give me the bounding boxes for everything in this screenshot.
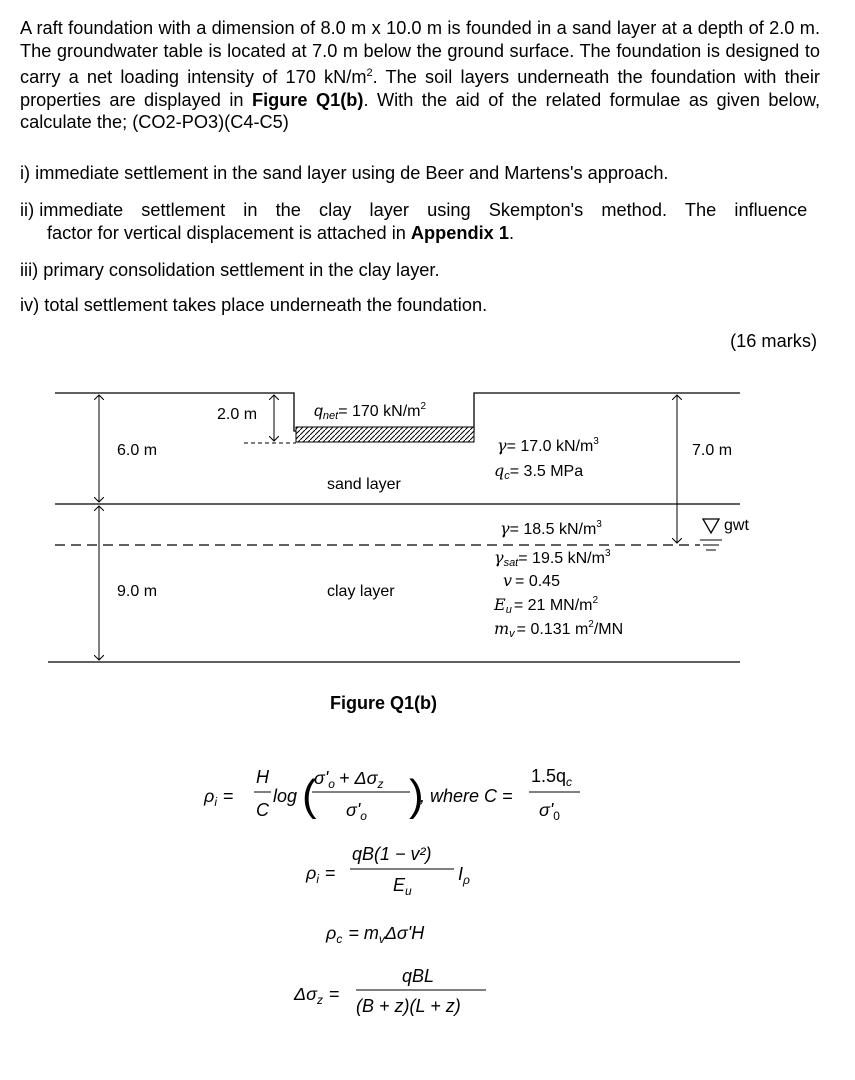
question-number: i) xyxy=(20,163,31,183)
sand-thickness-label: 6.0 m xyxy=(117,442,158,459)
formula-de-beer xyxy=(203,766,580,823)
intro-text-1: A raft foundation with a dimension of 8.0 m x 10.0 m is founded in a sand layer at a depth of 2.0 m. The groundwater table is located at 7.0 m below the ground surface. The foundation is designed to carry a net loading intensity of 170 kN/m xyxy=(20,18,820,88)
svg-text:Δσz=: $\Delta\sigma_z$ = xyxy=(294,984,340,1007)
svg-text:log: log xyxy=(273,786,298,806)
appendix-reference: Appendix 1 xyxy=(410,222,509,243)
svg-text:ρi=: $\rho_i$ = xyxy=(306,863,336,886)
question-text: immediate settlement in the clay layer using Skempton's method. The influence xyxy=(39,200,808,220)
formula-skempton xyxy=(305,844,470,898)
question-iv xyxy=(20,294,820,317)
svg-text:Iρ: $I_\rho$ xyxy=(458,864,470,887)
svg-text:σ'o: $\sigma'_o$ xyxy=(346,800,367,823)
gwt-depth-label: 7.0 m xyxy=(692,442,733,459)
svg-text:(B + z)(L + z): (B + z)(L + z) xyxy=(356,996,461,1016)
clay-unit-weight: γ= 18.5 $kN/m^3$ xyxy=(500,519,602,538)
intro-sup: 2 xyxy=(366,67,373,79)
svg-text:H: H xyxy=(256,767,269,787)
svg-text:(: ( xyxy=(302,771,317,820)
problem-statement xyxy=(20,17,820,134)
question-text-cont: factor for vertical displacement is attached in Appendix 1. xyxy=(47,222,515,243)
clay-saturated-unit-weight: γsat= 19.5 $kN/m^3$ xyxy=(494,548,611,569)
svg-text:σ'0: $\sigma'_0$ xyxy=(539,800,560,823)
soil-profile-figure xyxy=(0,370,855,1060)
intro-text-2: . The soil layers underneath the foundation with their properties are displayed in xyxy=(20,67,820,110)
marks-label: (16 marks) xyxy=(730,331,817,351)
formula-stress-increase xyxy=(293,966,486,1016)
svg-text:σ'o+ Δσz: $\sigma'_o + \Delta\sigma_z$ xyxy=(314,768,384,791)
svg-text:qBL: qBL xyxy=(402,966,435,986)
svg-text:ρi=: $\rho_i$ = xyxy=(204,786,234,809)
figure-caption: Figure Q1(b) xyxy=(330,693,437,713)
clay-undrained-modulus: Eu = 21 $MN/m^2$ xyxy=(494,595,599,616)
clay-layer-label: clay layer xyxy=(327,583,395,600)
sand-unit-weight: γ= 17.0 $kN/m^3$ xyxy=(497,436,599,455)
question-number: ii) xyxy=(20,200,35,220)
clay-poisson-ratio: v = 0.45 xyxy=(503,571,560,590)
svg-text:, where C =: , where C = xyxy=(420,786,513,806)
svg-text:): ) xyxy=(409,771,424,820)
svg-text:Eu: $E_u$ xyxy=(393,875,412,898)
svg-text:1.5qc: $1.5q_c$ xyxy=(531,766,573,789)
question-number: iii) xyxy=(20,260,39,280)
gwt-label: gwt xyxy=(724,517,749,534)
svg-text:C: C xyxy=(256,800,269,820)
question-text: total settlement takes place underneath the foundation. xyxy=(44,295,488,315)
question-iii xyxy=(20,259,820,282)
clay-thickness-label: 9.0 m xyxy=(117,583,158,600)
intro-text-3: . With the aid of the related formulae as given below, calculate the; (CO2-PO3)(C4-C5) xyxy=(20,89,820,133)
water-table-icon xyxy=(703,519,719,533)
question-number: iv) xyxy=(20,295,40,315)
question-i xyxy=(20,162,820,185)
raft-foundation xyxy=(296,427,474,442)
clay-compressibility: mv = 0.131 $m^2/MN$ xyxy=(494,619,624,640)
qnet-label: qnet= 170 $kN/m^2$ xyxy=(314,401,427,422)
svg-text:ρc= mvΔσ'H: $\rho_c = m_v\Delta\sigma'H$ xyxy=(326,923,425,946)
question-ii xyxy=(20,199,820,244)
sand-layer-label: sand layer xyxy=(327,476,401,493)
question-text: primary consolidation settlement in the clay layer. xyxy=(43,260,440,280)
sand-cone-resistance: qc= 3.5 MPa xyxy=(494,461,584,482)
depth-label: 2.0 m xyxy=(217,406,258,423)
formula-consolidation xyxy=(325,923,425,946)
figure-reference: Figure Q1(b) xyxy=(251,89,364,110)
svg-text:qB(1 − v²): qB(1 − v²) xyxy=(352,844,432,864)
question-text: immediate settlement in the sand layer using de Beer and Martens's approach. xyxy=(35,163,669,183)
